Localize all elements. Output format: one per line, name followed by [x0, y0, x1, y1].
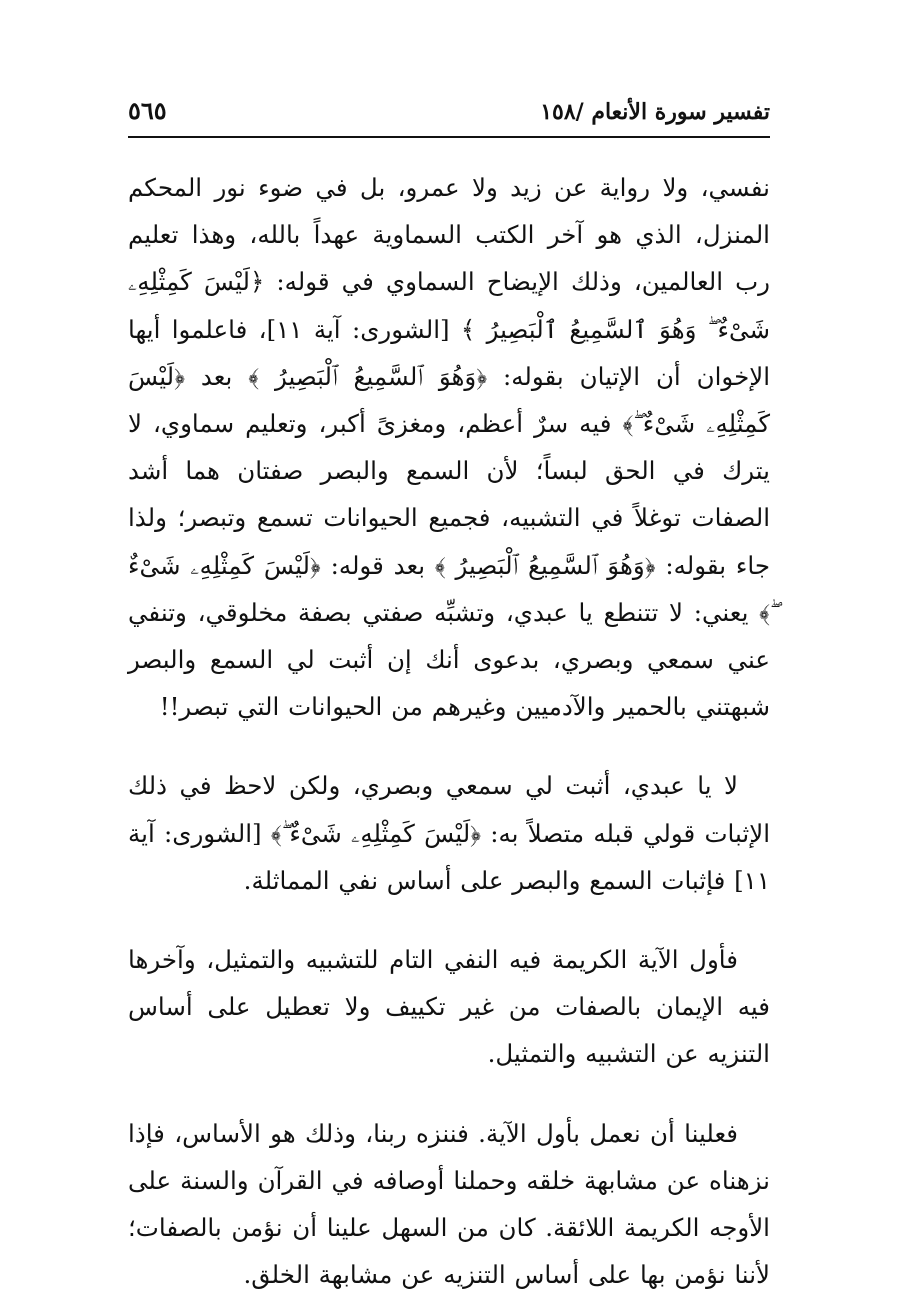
paragraph-1: نفسي، ولا رواية عن زيد ولا عمرو، بل في ضوء نور المحكم المنزل، الذي هو آخر الكتب السماوية عهداً بالله، وهذا تعليم رب العالمين، وذلك الإيضاح السماوي في قوله: ﴿لَيْسَ كَمِثْلِهِۦ شَىْءٌ ۖ وَهُوَ ٱلسَّمِيعُ ٱلْبَصِيرُ ﴾ [الشورى: آية ١١]، فاعلموا أيها الإخوان أن الإتيان بقوله: ﴿وَهُوَ ٱلسَّمِيعُ ٱلْبَصِيرُ ﴾ بعد ﴿لَيْسَ كَمِثْلِهِۦ شَىْءٌ ۖ﴾ فيه سرٌ أعظم، ومغزىً أكبر، وتعليم سماوي، لا يترك في الحق لبساً؛ لأن السمع والبصر صفتان هما أشد الصفات توغلاً في التشبيه، فجميع الحيوانات تسمع وتبصر؛ ولذا جاء بقوله: ﴿وَهُوَ ٱلسَّمِيعُ ٱلْبَصِيرُ ﴾ بعد قوله: ﴿لَيْسَ كَمِثْلِهِۦ شَىْءٌ ۖ﴾ يعني: لا تتنطع يا عبدي، وتشبِّه صفتي بصفة مخلوقي، وتنفي عني سمعي وبصري، بدعوى أنك إن أثبت لي السمع والبصر شبهتني بالحمير والآدميين وغيرهم من الحيوانات التي تبصر!!	[128, 173, 770, 722]
paragraph-2: لا يا عبدي، أثبت لي سمعي وبصري، ولكن لاحظ في ذلك الإثبات قولي قبله متصلاً به: ﴿لَيْسَ كَمِثْلِهِۦ شَىْءٌ ۖ﴾ [الشورى: آية ١١] فإثبات السمع والبصر على أساس نفي المماثلة.	[128, 771, 770, 895]
paragraph-3: فأول الآية الكريمة فيه النفي التام للتشبيه والتمثيل، وآخرها فيه الإيمان بالصفات من غير تكييف ولا تعطيل على أساس التنزيه عن التشبيه والتمثيل.	[128, 945, 770, 1069]
page-number: ٥٦٥	[128, 96, 167, 125]
body-text	[128, 164, 770, 1298]
running-title: تفسير سورة الأنعام /١٥٨	[540, 99, 770, 125]
book-page	[128, 96, 770, 1298]
running-header	[128, 96, 770, 138]
paragraph-4: فعلينا أن نعمل بأول الآية. فننزه ربنا، وذلك هو الأساس، فإذا نزهناه عن مشابهة خلقه وحملنا أوصافه في القرآن والسنة على الأوجه الكريمة اللائقة. كان من السهل علينا أن نؤمن بالصفات؛ لأننا نؤمن بها على أساس التنزيه عن مشابهة الخلق.	[128, 1118, 770, 1290]
